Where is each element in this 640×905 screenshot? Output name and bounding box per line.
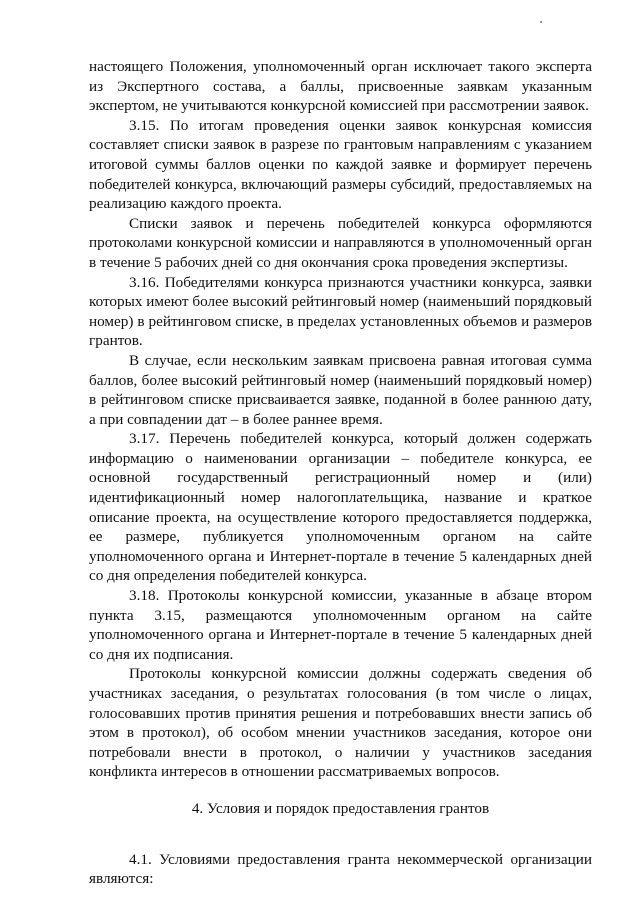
paragraph-equal-score: В случае, если нескольким заявкам присвоена равная итоговая сумма баллов, более высокий рейтинговый номер (наименьший порядковый номер) в рейтинговом списке присваивается заявке, поданной в более раннюю дату, а при совпадении дат – в более раннее время. <box>89 351 592 428</box>
scan-speck <box>540 21 542 23</box>
paragraph-3-18: 3.18. Протоколы конкурсной комиссии, указанные в абзаце втором пункта 3.15, размещаются уполномоченным органом на сайте уполномоченного органа и Интернет-портале в течение 5 календарных дней со дня их подписания. <box>89 587 592 663</box>
section-heading: 4. Условия и порядок предоставления грантов <box>191 799 490 817</box>
paragraph-3-15: 3.15. По итогам проведения оценки заявок конкурсная комиссия составляет списки заявок в разрезе по грантовым направлениям с указанием итоговой суммы баллов оценки по каждой заявке и формирует перечень победителей конкурса, включающий размеры субсидий, предоставляемых на реализацию каждого проекта. <box>89 116 592 213</box>
paragraph-protocol-contents: Протоколы конкурсной комиссии должны содержать сведения об участниках заседания, о результатах голосования (в том числе о лицах, голосовавших против принятия решения и потребовавших внести запись об этом в протокол), об особом мнении участников заседания, которое они потребовали внести в протокол, о наличии у участников заседания конфликта интересов в отношении рассматриваемых вопросов. <box>89 665 592 781</box>
paragraph-lists-protocols: Списки заявок и перечень победителей конкурса оформляются протоколами конкурсной комиссии и направляются в уполномоченный орган в течение 5 рабочих дней со дня окончания срока проведения экспертизы. <box>89 214 592 271</box>
paragraph-3-16: 3.16. Победителями конкурса признаются участники конкурса, заявки которых имеют более высокий рейтинговый номер (наименьший порядковый номер) в рейтинговом списке, в пределах установленных объемов и размеров грантов. <box>89 273 592 350</box>
paragraph-3-17: 3.17. Перечень победителей конкурса, который должен содержать информацию о наименовании организации – победителе конкурса, ее основной государственный регистрационный номер и (или) идентификационный номер налогоплательщика, название и краткое описание проекта, на осуществление которого предоставляется поддержка, ее размере, публикуется уполномоченным органом на сайте уполномоченного органа и Интернет-портале в течение 5 календарных дней со дня определения победителей конкурса. <box>89 430 592 585</box>
document-body <box>89 57 592 889</box>
paragraph-continuation: настоящего Положения, уполномоченный орган исключает такого эксперта из Экспертного состава, а баллы, присвоенные заявкам указанным экспертом, не учитываются конкурсной комиссией при рассмотрении заявок. <box>89 58 592 115</box>
paragraph-4-1: 4.1. Условиями предоставления гранта некоммерческой организации являются: <box>89 850 592 888</box>
